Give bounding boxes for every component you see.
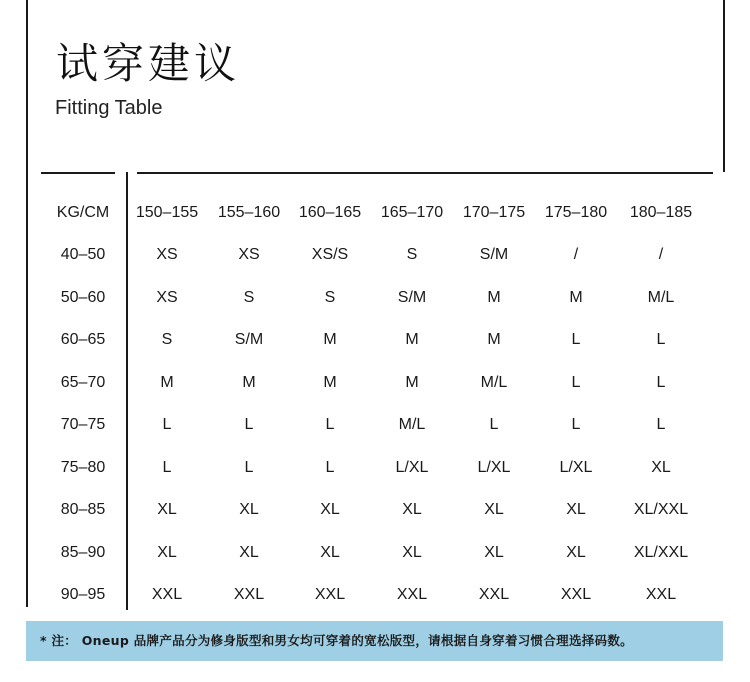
size-cell: XS bbox=[238, 246, 260, 263]
size-cell: L/XL bbox=[559, 459, 593, 476]
size-cell: XL/XXL bbox=[633, 544, 689, 561]
height-header-cell: 180–185 bbox=[629, 204, 693, 221]
size-cell: XL bbox=[402, 544, 422, 561]
size-cell: / bbox=[658, 246, 664, 263]
size-cell: XXL bbox=[560, 586, 592, 603]
weight-label-cell: 65–70 bbox=[60, 374, 106, 391]
right-border-line bbox=[723, 0, 725, 172]
size-cell: L bbox=[325, 459, 335, 476]
size-cell: L bbox=[571, 331, 581, 348]
size-cell: XS/S bbox=[311, 246, 349, 263]
size-cell: S bbox=[161, 331, 173, 348]
size-cell: XXL bbox=[396, 586, 428, 603]
size-cell: XL bbox=[157, 544, 177, 561]
weight-label-cell: 70–75 bbox=[60, 416, 106, 433]
size-cell: S/M bbox=[479, 246, 509, 263]
size-cell: S/M bbox=[234, 331, 264, 348]
size-cell: XXL bbox=[151, 586, 183, 603]
header-rule-right bbox=[137, 172, 713, 174]
note-bar bbox=[26, 621, 723, 661]
size-cell: XXL bbox=[233, 586, 265, 603]
height-header-cell: 175–180 bbox=[544, 204, 608, 221]
size-cell: XL bbox=[320, 544, 340, 561]
size-cell: XL bbox=[484, 544, 504, 561]
size-cell: M bbox=[487, 289, 501, 306]
size-cell: M bbox=[405, 331, 419, 348]
size-cell: L bbox=[656, 416, 666, 433]
page-title: 试穿建议 bbox=[56, 39, 241, 88]
weight-label-cell: 80–85 bbox=[60, 501, 106, 518]
weight-label-cell: 50–60 bbox=[60, 289, 106, 306]
size-cell: L/XL bbox=[477, 459, 511, 476]
height-header-cell: 165–170 bbox=[380, 204, 444, 221]
size-cell: XL bbox=[157, 501, 177, 518]
size-cell: M/L bbox=[647, 289, 675, 306]
size-cell: XL bbox=[402, 501, 422, 518]
size-cell: M bbox=[569, 289, 583, 306]
size-cell: S bbox=[324, 289, 336, 306]
size-cell: L bbox=[244, 416, 254, 433]
size-cell: XL bbox=[239, 544, 259, 561]
size-cell: L bbox=[244, 459, 254, 476]
height-header-cell: 170–175 bbox=[462, 204, 526, 221]
size-cell: M bbox=[160, 374, 174, 391]
size-cell: L bbox=[571, 374, 581, 391]
weight-label-cell: 85–90 bbox=[60, 544, 106, 561]
size-cell: L bbox=[656, 374, 666, 391]
size-cell: S/M bbox=[397, 289, 427, 306]
size-cell: M bbox=[323, 374, 337, 391]
weight-label-cell: 90–95 bbox=[60, 586, 106, 603]
left-border-line bbox=[26, 0, 28, 607]
size-cell: M bbox=[323, 331, 337, 348]
size-cell: / bbox=[573, 246, 579, 263]
size-cell: L bbox=[489, 416, 499, 433]
size-cell: XL bbox=[320, 501, 340, 518]
size-cell: XL bbox=[651, 459, 671, 476]
size-cell: L bbox=[571, 416, 581, 433]
page-subtitle: Fitting Table bbox=[55, 97, 163, 119]
size-cell: M/L bbox=[480, 374, 508, 391]
size-cell: XL/XXL bbox=[633, 501, 689, 518]
weight-label-cell: 60–65 bbox=[60, 331, 106, 348]
corner-header-cell: KG/CM bbox=[56, 204, 110, 221]
size-cell: XS bbox=[156, 246, 178, 263]
size-cell: S bbox=[243, 289, 255, 306]
size-cell: XXL bbox=[645, 586, 677, 603]
size-cell: XXL bbox=[478, 586, 510, 603]
size-cell: L bbox=[325, 416, 335, 433]
size-cell: M bbox=[405, 374, 419, 391]
size-cell: XL bbox=[484, 501, 504, 518]
height-header-cell: 160–165 bbox=[298, 204, 362, 221]
size-cell: XL bbox=[566, 501, 586, 518]
size-cell: L bbox=[656, 331, 666, 348]
size-cell: S bbox=[406, 246, 418, 263]
size-cell: M/L bbox=[398, 416, 426, 433]
size-cell: L bbox=[162, 416, 172, 433]
header-rule-left bbox=[41, 172, 115, 174]
size-cell: XL bbox=[566, 544, 586, 561]
note-text: * 注： Oneup 品牌产品分为修身版型和男女均可穿着的宽松版型，请根据自身穿着习惯合理选择码数。 bbox=[40, 633, 633, 648]
weight-label-cell: 40–50 bbox=[60, 246, 106, 263]
size-cell: XS bbox=[156, 289, 178, 306]
size-cell: L bbox=[162, 459, 172, 476]
size-cell: M bbox=[242, 374, 256, 391]
size-cell: XXL bbox=[314, 586, 346, 603]
weight-label-cell: 75–80 bbox=[60, 459, 106, 476]
size-cell: L/XL bbox=[395, 459, 429, 476]
size-cell: M bbox=[487, 331, 501, 348]
size-cell: XL bbox=[239, 501, 259, 518]
height-header-cell: 150–155 bbox=[135, 204, 199, 221]
height-header-cell: 155–160 bbox=[217, 204, 281, 221]
